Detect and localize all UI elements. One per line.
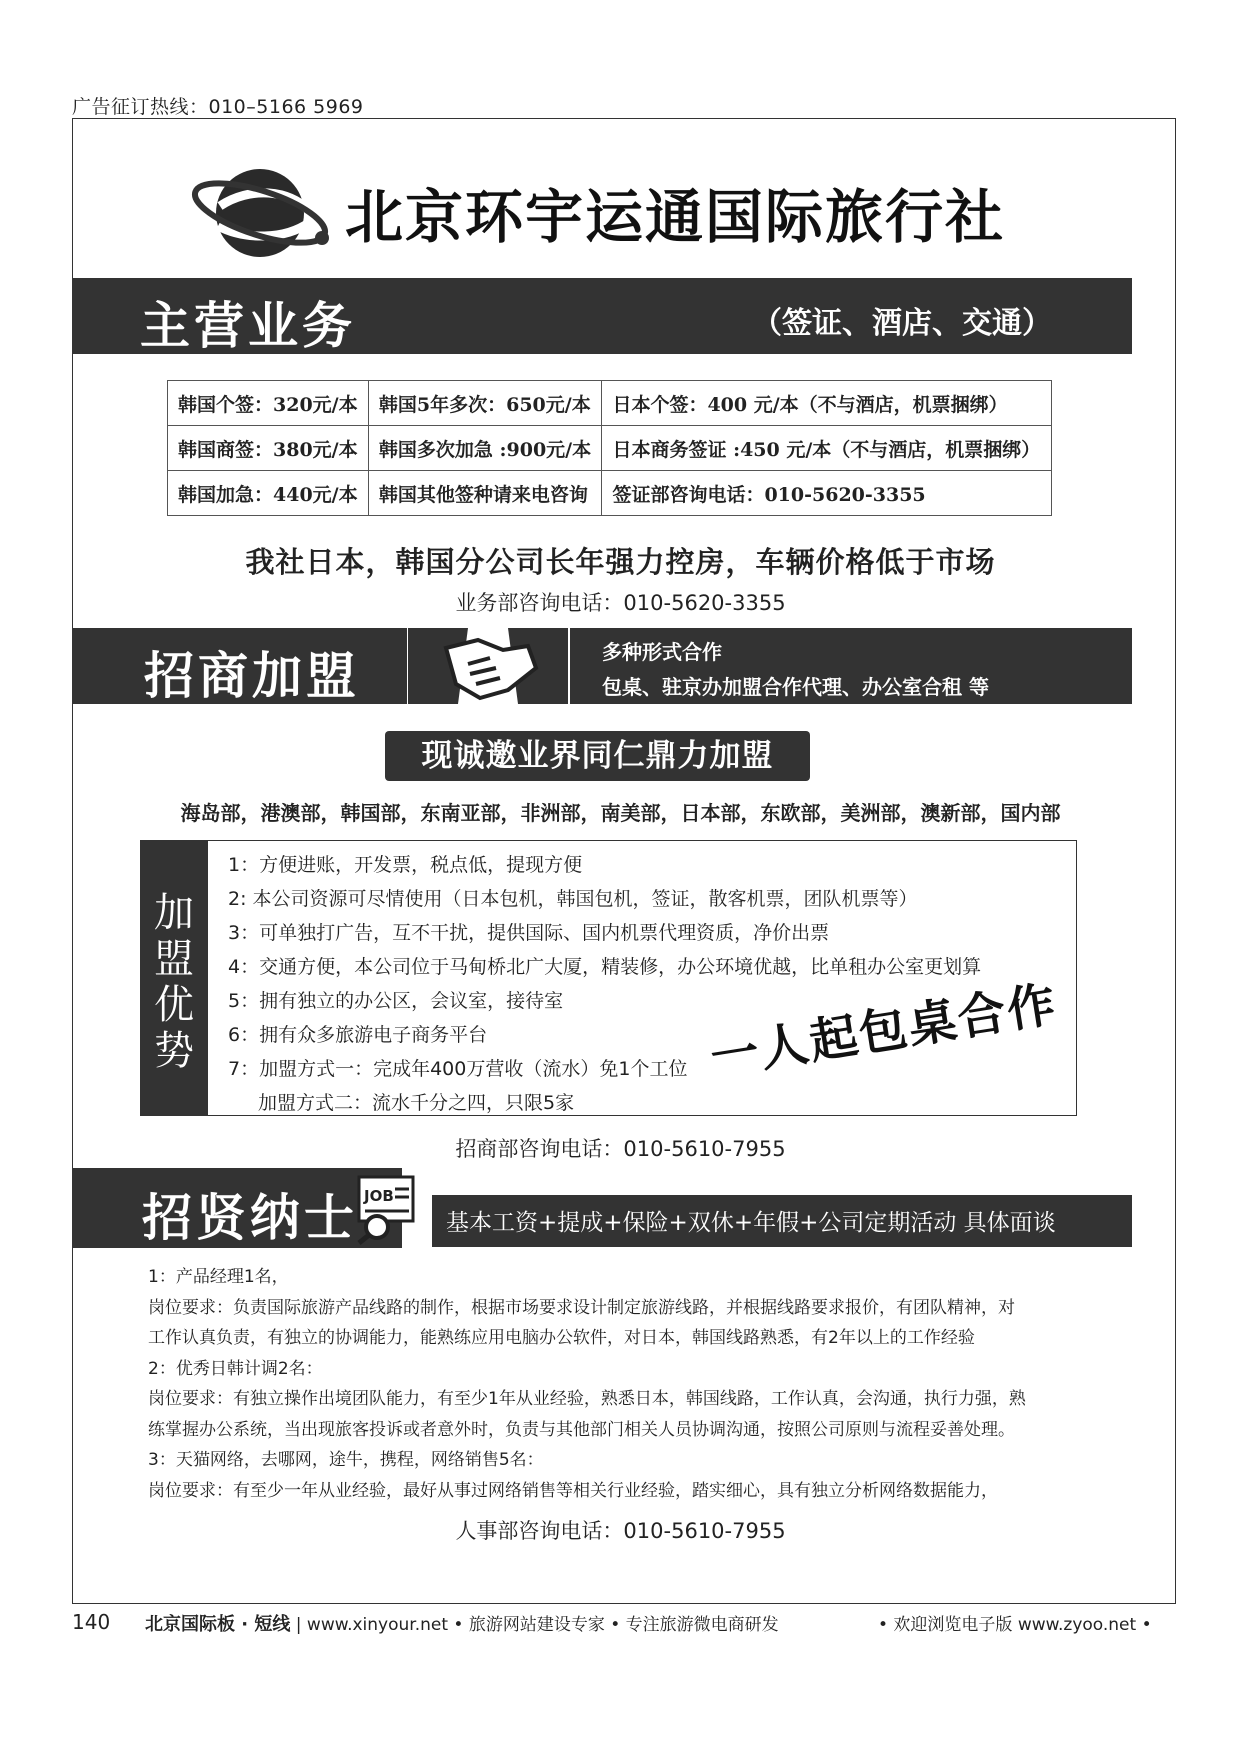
- business-phone: 业务部咨询电话：010-5620-3355: [455, 591, 786, 615]
- list-item: 1：方便进账，开发票，税点低，提现方便: [228, 854, 583, 876]
- franchise-line-2: 包桌、驻京办加盟合作代理、办公室合租 等: [602, 675, 989, 699]
- visa-price-table: [167, 380, 1052, 516]
- advantages-list: [228, 848, 981, 1120]
- section-title: 招贤纳士: [142, 1188, 358, 1247]
- footer-divider: |: [295, 1615, 307, 1635]
- job-line: 工作认真负责，有独立的协调能力，能熟练应用电脑办公软件，对日本，韩国线路熟悉，有2年以上的工作经验: [148, 1328, 975, 1348]
- footer-left-text: www.xinyour.net • 旅游网站建设专家 • 专注旅游微电商研发: [306, 1615, 779, 1635]
- job-line: 岗位要求：有独立操作出境团队能力，有至少1年从业经验，熟悉日本，韩国线路，工作认真，会沟通，执行力强，熟: [148, 1389, 1026, 1409]
- job-line: 2：优秀日韩计调2名：: [148, 1358, 323, 1379]
- table-cell: 韩国商签：380元/本: [168, 426, 369, 471]
- table-cell: 韩国其他签种请来电咨询: [368, 471, 602, 516]
- recruit-benefits-bar: [432, 1195, 1132, 1247]
- job-line: 1：产品经理1名，: [148, 1267, 289, 1287]
- section-franchise: [72, 628, 407, 704]
- job-icon-text: JOB: [364, 1187, 394, 1205]
- table-row: [168, 471, 1052, 516]
- table-cell: 日本个签：400 元/本（不与酒店，机票捆绑）: [602, 381, 1052, 426]
- list-item: 6：拥有众多旅游电子商务平台: [228, 1024, 488, 1046]
- job-search-icon: [355, 1175, 417, 1245]
- handshake-icon: [408, 628, 568, 704]
- publication-name: 北京国际板 · 短线: [145, 1614, 291, 1635]
- invest-phone: 招商部咨询电话：010-5610-7955: [455, 1137, 786, 1161]
- franchise-line-1: 多种形式合作: [602, 640, 722, 664]
- hr-phone: 人事部咨询电话：010-5610-7955: [455, 1519, 786, 1543]
- job-listings: [148, 1262, 1088, 1506]
- page-number: 140: [72, 1610, 111, 1634]
- tagline: 我社日本，韩国分公司长年强力控房，车辆价格低于市场: [245, 545, 996, 579]
- list-item: 加盟方式二：流水千分之四，只限5家: [258, 1092, 575, 1114]
- table-row: [168, 426, 1052, 471]
- table-cell: 韩国个签：320元/本: [168, 381, 369, 426]
- section-title: 主营业务: [140, 296, 356, 355]
- list-item: 3：可单独打广告，互不干扰，提供国际、国内机票代理资质，净价出票: [228, 922, 830, 944]
- job-line: 练掌握办公系统，当出现旅客投诉或者意外时，负责与其他部门相关人员协调沟通，按照公司原则与流程妥善处理。: [148, 1419, 1015, 1440]
- recruit-benefits: 基本工资+提成+保险+双休+年假+公司定期活动 具体面谈: [446, 1210, 1056, 1236]
- job-line: 岗位要求：负责国际旅游产品线路的制作，根据市场要求设计制定旅游线路，并根据线路要求报价，有团队精神，对: [148, 1297, 1015, 1318]
- job-line: 岗位要求：有至少一年从业经验，最好从事过网络销售等相关行业经验，踏实细心，具有独立分析网络数据能力，: [148, 1480, 998, 1501]
- job-line: 3：天猫网络，去哪网，途牛，携程，网络销售5名：: [148, 1450, 544, 1470]
- list-item: 2: 本公司资源可尽情使用（日本包机，韩国包机，签证，散客机票，团队机票等）: [228, 888, 918, 910]
- table-cell: 韩国加急：440元/本: [168, 471, 369, 516]
- table-cell: 签证部咨询电话：010-5620-3355: [602, 471, 1052, 516]
- company-name: 北京环宇运通国际旅行社: [345, 183, 1006, 251]
- footer-right: • 欢迎浏览电子版 www.zyoo.net •: [878, 1615, 1152, 1635]
- list-item: 5：拥有独立的办公区，会议室，接待室: [228, 990, 564, 1012]
- table-cell: 韩国5年多次：650元/本: [368, 381, 602, 426]
- ad-hotline: 广告征订热线：010–5166 5969: [72, 96, 364, 118]
- departments-list: 海岛部，港澳部，韩国部，东南亚部，非洲部，南美部，日本部，东欧部，美洲部，澳新部，国内部: [180, 801, 1061, 825]
- table-cell: 韩国多次加急 :900元/本: [368, 426, 602, 471]
- section-main-business: [72, 278, 1132, 354]
- advantages-label: 加盟优势: [154, 890, 194, 1074]
- list-item: 7：加盟方式一：完成年400万营收（流水）免1个工位: [228, 1058, 688, 1080]
- list-item: 4：交通方便，本公司位于马甸桥北广大厦，精装修，办公环境优越，比单租办公室更划算: [228, 956, 982, 978]
- table-row: [168, 381, 1052, 426]
- section-subtitle: （签证、酒店、交通）: [752, 306, 1052, 341]
- section-title: 招商加盟: [144, 646, 360, 705]
- table-cell: 日本商务签证 :450 元/本（不与酒店，机票捆绑）: [602, 426, 1052, 471]
- footer-left: [145, 1610, 779, 1636]
- promo-stamp: 一人起包桌合作: [706, 976, 1062, 1087]
- globe-logo-icon: [190, 158, 340, 268]
- section-recruit: [72, 1168, 402, 1248]
- advantages-label-bar: [140, 840, 208, 1116]
- invite-banner: 现诚邀业界同仁鼎力加盟: [385, 731, 810, 781]
- franchise-forms: [570, 628, 1132, 704]
